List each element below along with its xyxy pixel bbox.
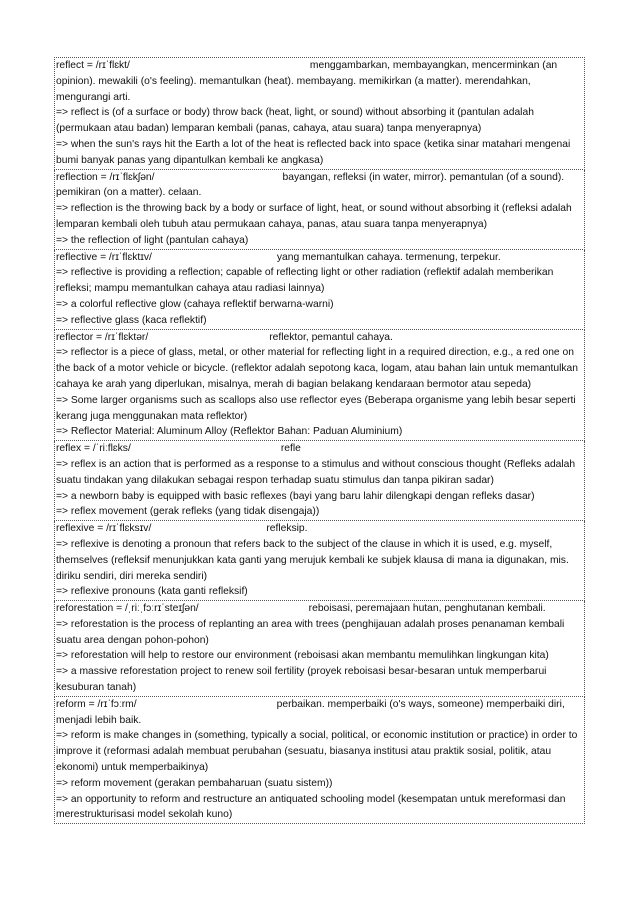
entry-example-line: => reflex movement (gerak refleks (yang tidak disengaja)) [56, 506, 320, 518]
entry-example-line: => reflector is a piece of glass, metal, or other material for reflecting light in a required direction, e.g., a red one on the back of a motor vehicle or bicycle. (reflektor adalah sepotong kaca, logam, atau bahan lain untuk memantulkan cahaya ke arah yang diperlukan, misalnya, merah di bagian belakang kendaraan bermotor atau sepeda) [56, 347, 579, 390]
entry-example-line: => reflexive is denoting a pronoun that refers back to the subject of the clause in which it is used, e.g. myself, themselves (refleksif menunjukkan kata ganti yang merujuk kembali ke subjek klausa di mana ia digunakan, mis. diriku sendiri, diri mereka sendiri) [56, 538, 569, 582]
dictionary-entry [54, 170, 585, 250]
entry-term: reflex = /ˈriːflɛks/ [56, 443, 131, 455]
entry-example-line: => reflective glass (kaca reflektif) [56, 314, 207, 326]
dictionary-entry [54, 441, 585, 521]
entry-gloss: reboisasi, peremajaan hutan, penghutanan kembali. [308, 603, 546, 615]
entry-example-line: => reform is make changes in (something, typically a social, political, or economic institution or practice) in order to improve it (reformasi adalah membuat perubahan (sesuatu, biasanya institusi atau praktik sosial, politik, atau ekonomi) untuk memperbaikinya) [56, 730, 578, 774]
entry-gloss: bayangan, refleksi (in water, mirror). pemantulan (of a sound). pemikiran (on a matter). celaan. [56, 171, 565, 199]
entry-example-line: => an opportunity to reform and restructure an antiquated schooling model (kesempatan untuk mereformasi dan merestrukturisasi model sekolah kuno) [56, 793, 566, 821]
dictionary-entry [54, 521, 585, 601]
entry-headword-line [56, 170, 583, 202]
entry-gloss: menggambarkan, membayangkan, mencerminkan (an opinion). mewakili (o's feeling). memantulkan (heat). membayang. memikirkan (a matter). merendahkan, mengurangi arti. [56, 60, 558, 103]
entry-gloss: refleksip. [266, 523, 308, 535]
entry-example-line: => reflect is (of a surface or body) throw back (heat, light, or sound) without absorbing it (pantulan adalah (permukaan atau badan) lemparan kembali (panas, cahaya, atau suara) tanpa menyerapnya) [56, 107, 534, 135]
entry-headword-line [56, 330, 583, 346]
entry-term: reflect = /rɪˈflɛkt/ [56, 60, 130, 71]
dictionary-sheet [54, 57, 585, 824]
entry-example-line: => reforestation is the process of replanting an area with trees (penghijauan adalah proses penanaman kembali suatu area dengan pohon-pohon) [56, 618, 565, 646]
dictionary-entry [54, 330, 585, 442]
entry-example-line: => reflection is the throwing back by a body or surface of light, heat, or sound without absorbing it (refleksi adalah lemparan kembali oleh tubuh atau permukaan cahaya, panas, atau suara tanpa menyerapnya) [56, 203, 572, 230]
entry-headword-line [56, 250, 583, 266]
entry-term: reforestation = /ˌriːˌfɔːrɪˈsteɪʃən/ [56, 603, 199, 615]
entry-headword-line [56, 521, 583, 537]
dictionary-entry [54, 601, 585, 697]
entry-example-line: => reform movement (gerakan pembaharuan (suatu sistem)) [56, 777, 333, 789]
entry-example-line: => reforestation will help to restore our environment (reboisasi akan membantu memulihkan lingkungan kita) [56, 650, 549, 662]
dictionary-entry [54, 250, 585, 330]
entry-gloss: refle [280, 443, 301, 455]
entry-example-line: => when the sun's rays hit the Earth a lot of the heat is reflected back into space (ketika sinar matahari mengenai bumi banyak panas yang dipantulkan kembali ke angkasa) [56, 138, 571, 166]
entry-term: reflective = /rɪˈflɛktɪv/ [56, 251, 152, 263]
entry-example-line: => Reflector Material: Aluminum Alloy (Reflektor Bahan: Paduan Aluminium) [56, 426, 403, 438]
entry-headword-line [56, 601, 583, 617]
entry-headword-line [56, 441, 583, 457]
entry-term: reform = /rɪˈfɔːrm/ [56, 698, 137, 710]
entry-example-line: => a colorful reflective glow (cahaya reflektif berwarna-warni) [56, 298, 334, 310]
entry-term: reflection = /rɪˈflɛkʃən/ [56, 171, 155, 183]
entry-term: reflexive = /rɪˈflɛksɪv/ [56, 523, 152, 535]
dictionary-entry [54, 57, 585, 170]
entry-example-line: => the reflection of light (pantulan cahaya) [56, 234, 249, 246]
entry-example-line: => a newborn baby is equipped with basic reflexes (bayi yang baru lahir dilengkapi dengan refleks dasar) [56, 490, 535, 502]
entry-example-line: => a massive reforestation project to renew soil fertility (proyek reboisasi besar-besaran untuk memperbarui kesuburan tanah) [56, 666, 547, 694]
entry-gloss: reflektor, pemantul cahaya. [269, 331, 393, 343]
entry-example-line: => reflexive pronouns (kata ganti refleksif) [56, 586, 248, 598]
entry-example-line: => reflective is providing a reflection; capable of reflecting light or other radiation (reflektif adalah memberikan refleksi; mampu memantulkan cahaya atau radiasi lainnya) [56, 267, 554, 295]
entry-term: reflector = /rɪˈflɛktər/ [56, 331, 149, 343]
entry-headword-line [56, 697, 583, 729]
entry-gloss: yang memantulkan cahaya. termenung, terpekur. [276, 251, 501, 263]
entry-headword-line [56, 58, 583, 105]
entry-gloss: perbaikan. memperbaiki (o's ways, someone) memperbaiki diri, menjadi lebih baik. [56, 698, 565, 726]
dictionary-entry [54, 697, 585, 824]
entry-example-line: => reflex is an action that is performed as a response to a stimulus and without conscious thought (Refleks adalah suatu tindakan yang dilakukan sebagai respon terhadap suatu stimulus dan tanpa pikiran sadar) [56, 458, 576, 486]
entry-example-line: => Some larger organisms such as scallops also use reflector eyes (Beberapa organisme yang lebih besar seperti kerang juga menggunakan mata reflektor) [56, 394, 576, 422]
